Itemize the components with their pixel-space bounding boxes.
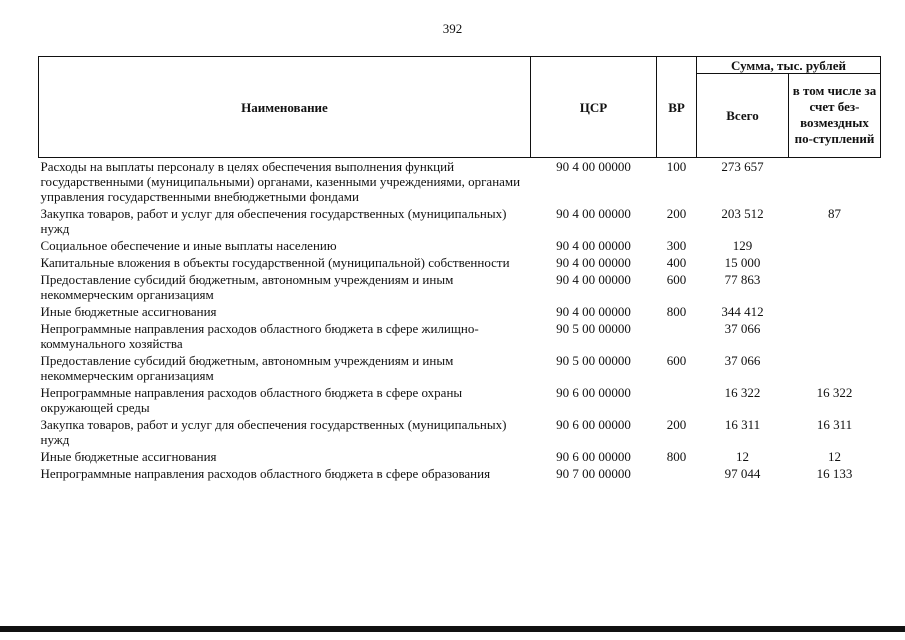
row-name: Капитальные вложения в объекты государственной (муниципальной) собственности (40, 255, 510, 270)
row-vr: 100 (666, 159, 687, 174)
row-free (789, 237, 881, 254)
row-csr: 90 4 00 00000 (556, 304, 631, 319)
table-row (39, 303, 881, 320)
row-name: Закупка товаров, работ и услуг для обеспечения государственных (муниципальных) нужд (40, 417, 507, 447)
row-free (789, 254, 881, 271)
row-vr: 600 (666, 353, 687, 368)
header-csr: ЦСР (531, 57, 657, 158)
table-row (39, 465, 881, 482)
row-vr: 200 (666, 206, 687, 221)
row-free (789, 320, 881, 352)
row-vr: 800 (666, 449, 687, 464)
row-total: 344 412 (721, 304, 764, 319)
row-csr: 90 5 00 00000 (556, 321, 631, 336)
table-body (39, 158, 881, 483)
table-row (39, 352, 881, 384)
table-row (39, 448, 881, 465)
row-vr: 800 (666, 304, 687, 319)
row-vr (657, 384, 697, 416)
row-csr: 90 6 00 00000 (556, 449, 631, 464)
row-vr: 400 (666, 255, 687, 270)
row-free: 12 (828, 449, 841, 464)
row-vr (657, 320, 697, 352)
row-free: 16 133 (816, 466, 853, 481)
row-total: 16 311 (724, 417, 761, 432)
budget-table (38, 56, 881, 482)
row-vr: 200 (666, 417, 687, 432)
row-free (789, 158, 881, 206)
row-total: 12 (736, 449, 749, 464)
table-row (39, 416, 881, 448)
row-name: Предоставление субсидий бюджетным, автономным учреждениям и иным некоммерческим организациям (40, 272, 454, 302)
header-vr: ВР (657, 57, 697, 158)
header-total: Всего (697, 74, 789, 158)
row-vr: 300 (666, 238, 687, 253)
row-csr: 90 4 00 00000 (556, 206, 631, 221)
row-total: 37 066 (724, 353, 761, 368)
row-csr: 90 5 00 00000 (556, 353, 631, 368)
page-number: 392 (442, 21, 463, 36)
row-total: 16 322 (724, 385, 761, 400)
row-free (789, 352, 881, 384)
row-name: Расходы на выплаты персоналу в целях обеспечения выполнения функций государственными (муниципальными) органами, казенными учреждениями, органами управления государственными внебюджетными фондами (40, 159, 521, 204)
row-total: 97 044 (724, 466, 761, 481)
row-name: Иные бюджетные ассигнования (40, 304, 217, 319)
bottom-rule (0, 626, 905, 632)
row-name: Социальное обеспечение и иные выплаты населению (40, 238, 337, 253)
row-name: Непрограммные направления расходов областного бюджета в сфере охраны окружающей среды (40, 385, 463, 415)
table-row (39, 320, 881, 352)
row-free (789, 271, 881, 303)
row-csr: 90 4 00 00000 (556, 272, 631, 287)
header-name: Наименование (39, 57, 531, 158)
table-header (39, 57, 881, 158)
row-total: 77 863 (724, 272, 761, 287)
row-name: Закупка товаров, работ и услуг для обеспечения государственных (муниципальных) нужд (40, 206, 507, 236)
row-vr: 600 (666, 272, 687, 287)
row-total: 15 000 (724, 255, 761, 270)
table-row (39, 205, 881, 237)
row-name: Предоставление субсидий бюджетным, автономным учреждениям и иным некоммерческим организациям (40, 353, 454, 383)
row-csr: 90 7 00 00000 (556, 466, 631, 481)
row-name: Непрограммные направления расходов областного бюджета в сфере образования (40, 466, 491, 481)
row-name: Иные бюджетные ассигнования (40, 449, 217, 464)
row-name: Непрограммные направления расходов областного бюджета в сфере жилищно-коммунального хозяйства (40, 321, 479, 351)
row-free: 16 311 (816, 417, 853, 432)
table-row (39, 384, 881, 416)
row-free (789, 303, 881, 320)
row-csr: 90 4 00 00000 (556, 238, 631, 253)
header-sum: Сумма, тыс. рублей (697, 57, 881, 74)
table-row (39, 237, 881, 254)
row-total: 273 657 (721, 159, 764, 174)
row-csr: 90 4 00 00000 (556, 159, 631, 174)
row-csr: 90 6 00 00000 (556, 417, 631, 432)
row-vr (657, 465, 697, 482)
row-csr: 90 6 00 00000 (556, 385, 631, 400)
table-row (39, 271, 881, 303)
row-free: 16 322 (816, 385, 853, 400)
table-row (39, 158, 881, 206)
row-csr: 90 4 00 00000 (556, 255, 631, 270)
row-free: 87 (828, 206, 841, 221)
row-total: 129 (732, 238, 753, 253)
row-total: 37 066 (724, 321, 761, 336)
header-free: в том числе за счет без-возмездных по-ступлений (789, 74, 881, 158)
row-total: 203 512 (721, 206, 764, 221)
table-row (39, 254, 881, 271)
